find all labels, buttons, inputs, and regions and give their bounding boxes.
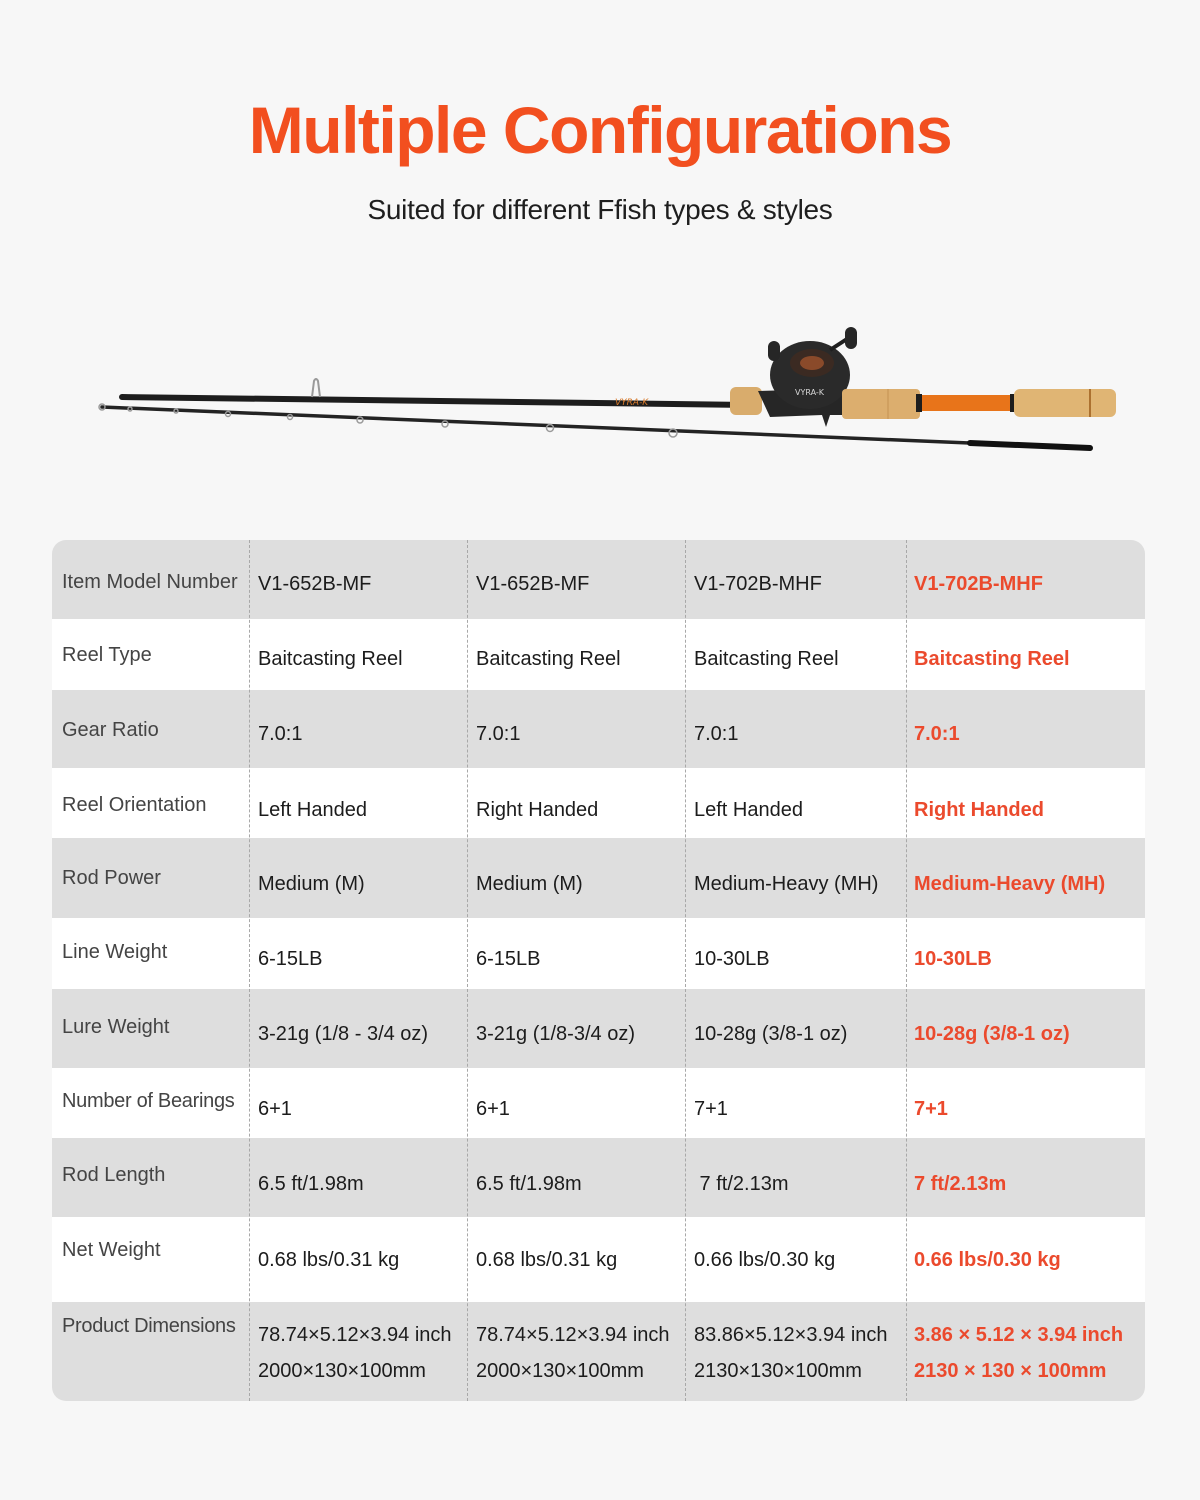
cell-config-2: Medium (M) — [476, 873, 583, 895]
cell-config-3: 10-28g (3/8-1 oz) — [694, 1023, 848, 1045]
cell-config-2 — [467, 1302, 685, 1401]
table-row-net-weight — [52, 1217, 1145, 1302]
row-label: Line Weight — [62, 941, 168, 963]
cell-config-4-highlight: V1-702B-MHF — [914, 573, 1043, 595]
svg-text:VYRA-K: VYRA-K — [615, 398, 649, 408]
cell-config-3: 7+1 — [694, 1098, 728, 1120]
cell-config-2: 7.0:1 — [476, 723, 521, 745]
cell-config-1: 6+1 — [258, 1098, 292, 1120]
cell-config-1 — [249, 1302, 467, 1401]
column-divider — [467, 540, 468, 1401]
cell-config-4-highlight: Right Handed — [914, 799, 1044, 821]
cell-config-4-highlight: Baitcasting Reel — [914, 648, 1070, 670]
cell-config-1: 6-15LB — [258, 948, 323, 970]
row-label: Lure Weight — [62, 1016, 170, 1038]
cell-config-2: 6.5 ft/1.98m — [476, 1173, 582, 1195]
row-label: Product Dimensions — [62, 1315, 236, 1337]
table-row-rod-power — [52, 838, 1145, 918]
reel-brand-mark: VYRA-K — [795, 388, 825, 397]
row-label: Rod Power — [62, 867, 161, 889]
cell-config-3: 0.66 lbs/0.30 kg — [694, 1249, 836, 1271]
dimensions-mm: 2000×130×100mm — [258, 1360, 426, 1382]
dimensions-mm: 2130 × 130 × 100mm — [914, 1360, 1107, 1382]
dimensions-inch: 83.86×5.12×3.94 inch — [694, 1324, 888, 1346]
table-row-model-number — [52, 540, 1145, 619]
row-label: Reel Type — [62, 644, 152, 666]
fishing-rod-image — [90, 315, 1130, 475]
row-label: Gear Ratio — [62, 719, 159, 741]
spec-table — [52, 540, 1145, 1401]
cell-config-1: V1-652B-MF — [258, 573, 372, 595]
cell-config-1: 3-21g (1/8 - 3/4 oz) — [258, 1023, 429, 1045]
cell-config-4-highlight: 7 ft/2.13m — [914, 1173, 1007, 1195]
cell-config-2: Right Handed — [476, 799, 599, 821]
cell-config-1: Left Handed — [258, 799, 367, 821]
cell-config-4-highlight: 10-30LB — [914, 948, 992, 970]
cell-config-1: 6.5 ft/1.98m — [258, 1173, 364, 1195]
cell-config-2: 6+1 — [476, 1098, 510, 1120]
cell-config-3: 7.0:1 — [694, 723, 739, 745]
cell-config-3: 10-30LB — [694, 948, 770, 970]
dimensions-inch: 78.74×5.12×3.94 inch — [258, 1324, 452, 1346]
row-label: Rod Length — [62, 1164, 166, 1186]
cell-config-2: 3-21g (1/8-3/4 oz) — [476, 1023, 635, 1045]
cell-config-3: 7 ft/2.13m — [694, 1173, 789, 1195]
cell-config-1: Baitcasting Reel — [258, 648, 403, 670]
cell-config-4-highlight — [906, 1302, 1145, 1401]
table-row-lure-weight — [52, 989, 1145, 1068]
dimensions-inch: 3.86 × 5.12 × 3.94 inch — [914, 1324, 1124, 1346]
table-row-gear-ratio — [52, 690, 1145, 768]
row-label: Item Model Number — [62, 571, 238, 593]
page-title: Multiple Configurations — [248, 93, 952, 167]
row-label: Number of Bearings — [62, 1090, 235, 1112]
cell-config-3: Baitcasting Reel — [694, 648, 839, 670]
table-row-line-weight — [52, 918, 1145, 989]
page-subtitle: Suited for different Ffish types & styles — [367, 194, 833, 225]
cell-config-4-highlight: 7+1 — [914, 1098, 948, 1120]
cell-config-2: V1-652B-MF — [476, 573, 590, 595]
table-row-reel-type — [52, 619, 1145, 690]
column-divider — [685, 540, 686, 1401]
cell-config-3: Left Handed — [694, 799, 803, 821]
cell-config-1: 0.68 lbs/0.31 kg — [258, 1249, 400, 1271]
cell-config-1: Medium (M) — [258, 873, 365, 895]
cell-config-2: 6-15LB — [476, 948, 541, 970]
cell-config-4-highlight: Medium-Heavy (MH) — [914, 873, 1106, 895]
column-divider — [906, 540, 907, 1401]
dimensions-mm: 2000×130×100mm — [476, 1360, 644, 1382]
table-row-dimensions — [52, 1302, 1145, 1401]
row-label: Reel Orientation — [62, 794, 207, 816]
dimensions-mm: 2130×130×100mm — [694, 1360, 862, 1382]
cell-config-3: V1-702B-MHF — [694, 573, 822, 595]
cell-config-2: Baitcasting Reel — [476, 648, 621, 670]
cell-config-2: 0.68 lbs/0.31 kg — [476, 1249, 618, 1271]
table-row-reel-orientation — [52, 768, 1145, 838]
cell-config-4-highlight: 10-28g (3/8-1 oz) — [914, 1023, 1070, 1045]
cell-config-4-highlight: 0.66 lbs/0.30 kg — [914, 1249, 1061, 1271]
table-row-bearings — [52, 1068, 1145, 1138]
cell-config-4-highlight: 7.0:1 — [914, 723, 960, 745]
cell-config-3 — [685, 1302, 906, 1401]
dimensions-inch: 78.74×5.12×3.94 inch — [476, 1324, 670, 1346]
column-divider — [249, 540, 250, 1401]
table-row-rod-length — [52, 1138, 1145, 1217]
row-label: Net Weight — [62, 1239, 161, 1261]
cell-config-3: Medium-Heavy (MH) — [694, 873, 879, 895]
cell-config-1: 7.0:1 — [258, 723, 303, 745]
